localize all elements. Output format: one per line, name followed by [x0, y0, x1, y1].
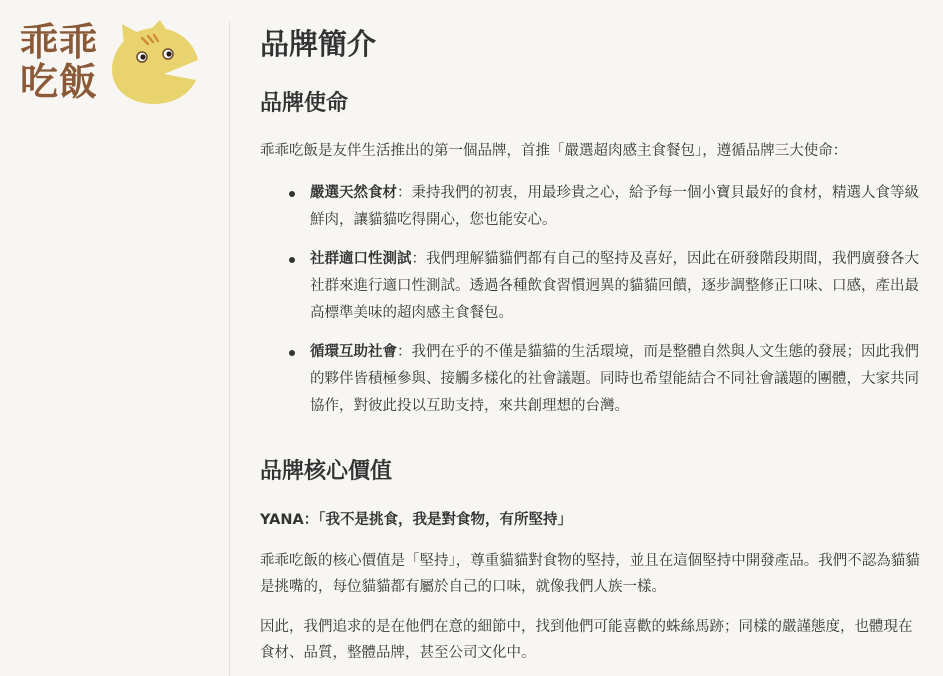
mission-item-title: 循環互助社會 [310, 344, 397, 360]
sidebar-divider [229, 22, 230, 676]
core-values-heading: 品牌核心價值 [260, 459, 393, 484]
mission-item-title: 嚴選天然食材 [310, 185, 397, 201]
core-values-paragraph-2: 因此，我們追求的是在他們在意的細節中，找到他們可能喜歡的蛛絲馬跡；同樣的嚴謹態度，也體現在食材、品質，整體品牌，甚至公司文化中。 [260, 619, 913, 661]
yana-quote: YANA：「我不是挑食，我是對食物，有所堅持」 [260, 512, 572, 528]
list-item [260, 246, 924, 327]
bullet-icon [289, 191, 295, 197]
sidebar [0, 0, 229, 676]
list-item [260, 339, 924, 420]
page-title: 品牌簡介 [260, 27, 377, 61]
mission-item-title: 社群適口性測試 [310, 251, 412, 267]
mission-list [260, 180, 924, 432]
mission-item-text: ：秉持我們的初衷，用最珍貴之心，給予每一個小寶貝最好的食材，精選人食等級鮮肉，讓貓貓吃得開心，您也能安心。 [310, 185, 919, 228]
mission-intro: 乖乖吃飯是友伴生活推出的第一個品牌，首推「嚴選超肉感主食餐包」，遵循品牌三大使命： [260, 143, 848, 159]
core-values-paragraph-1: 乖乖吃飯的核心價值是「堅持」，尊重貓貓對食物的堅持，並且在這個堅持中開發產品。我們不認為貓貓是挑嘴的，每位貓貓都有屬於自己的口味，就像我們人族一樣。 [260, 553, 920, 595]
mission-item-text: ：我們在乎的不僅是貓貓的生活環境，而是整體自然與人文生態的發展；因此我們的夥伴皆積極參與、接觸多樣化的社會議題。同時也希望能結合不同社會議題的團體，大家共同協作，對彼此投以互助支持，來共創理想的台灣。 [310, 344, 919, 414]
logo-text-line2: 吃飯 [20, 60, 99, 104]
bullet-icon [289, 350, 295, 356]
list-item [260, 180, 924, 234]
logo-text-line1: 乖乖 [20, 20, 99, 64]
bullet-icon [289, 257, 295, 263]
mission-item-text: ：我們理解貓貓們都有自己的堅持及喜好，因此在研發階段期間，我們廣發各大社群來進行適口性測試。透過各種飲食習慣迥異的貓貓回饋，逐步調整修正口味、口感，產出最高標準美味的超肉感主食餐包。 [310, 251, 919, 321]
mission-heading: 品牌使命 [260, 91, 349, 116]
cat-ear-right [148, 20, 168, 32]
cat-mascot-icon [108, 20, 204, 106]
brand-logo-link[interactable] [16, 16, 206, 108]
